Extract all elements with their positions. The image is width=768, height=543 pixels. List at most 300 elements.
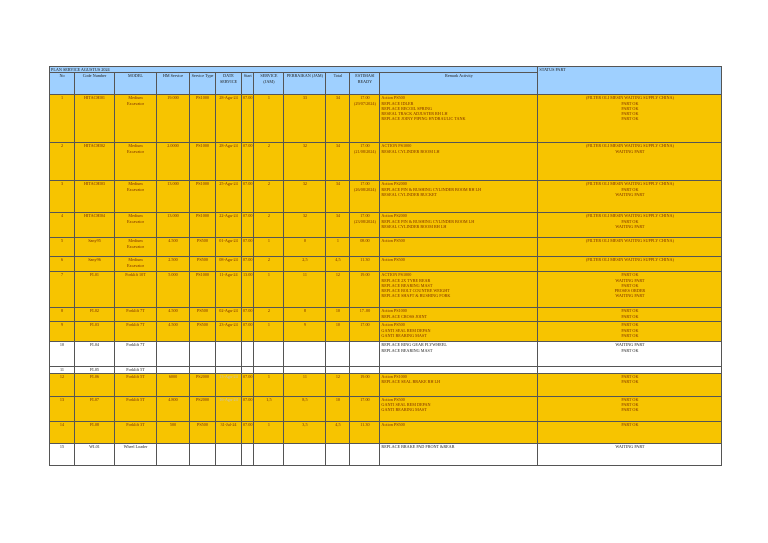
repair-hours: 8 — [284, 308, 326, 322]
model — [115, 308, 157, 322]
remark-activity — [380, 342, 538, 367]
hm-service: 2.500 — [157, 257, 190, 272]
model — [115, 257, 157, 272]
service-type: PS500 — [190, 257, 216, 272]
service-hours: 2 — [254, 308, 284, 322]
column-header: ESTIMASI READY — [350, 73, 380, 95]
model-line: Forklift 10T — [125, 272, 146, 278]
model — [115, 181, 157, 213]
total-hours: 10 — [326, 308, 350, 322]
model — [115, 213, 157, 238]
row-no: 14 — [50, 421, 75, 443]
repair-hours: 32 — [284, 143, 326, 181]
repair-hours: 9 — [284, 322, 326, 342]
service-hours: 1 — [254, 238, 284, 257]
model-line: Excavator — [127, 218, 144, 224]
table-row — [50, 443, 722, 465]
date-service: 28-Agu-24 — [216, 95, 242, 143]
service-plan-table — [49, 66, 722, 466]
remark-line: REPLACE SEAL BRAKE RH LH — [381, 378, 441, 384]
row-no: 10 — [50, 342, 75, 367]
remark-line: GANTI SEAL REM DEPAN — [381, 401, 431, 407]
service-type: PS500 — [190, 238, 216, 257]
remark-activity — [380, 308, 538, 322]
service-type: PS1000 — [190, 95, 216, 143]
repair-hours: 11 — [284, 272, 326, 308]
status-part — [538, 143, 722, 181]
status-part-header: STATUS PART — [538, 67, 722, 95]
column-header: Code Number — [75, 73, 115, 95]
model-line: Medium — [128, 143, 143, 149]
status-line: (FILTER OLI MESIN WAITING SUPPLY CHINA) — [585, 257, 674, 263]
repair-hours: 32 — [284, 213, 326, 238]
service-type: PS500 — [190, 322, 216, 342]
remark-line: REPLACE BOLT COUNTRE WEIGHT — [381, 288, 450, 293]
service-hours: 2 — [254, 143, 284, 181]
estimate-line: 17..00 — [359, 308, 371, 314]
model-line: Forklift 5T — [126, 367, 145, 373]
remark-activity — [380, 257, 538, 272]
service-hours — [254, 443, 284, 465]
remark-line: RESEAL TRACK ADJUSTER RH LH — [381, 111, 448, 116]
model-line: Medium — [128, 181, 143, 187]
code-number: FL08 — [75, 421, 115, 443]
estimated-ready — [350, 342, 380, 367]
start-time — [242, 443, 254, 465]
code-number: FL07 — [75, 396, 115, 421]
remark-activity — [380, 322, 538, 342]
remark-activity — [380, 95, 538, 143]
row-no: 9 — [50, 322, 75, 342]
model-line: Excavator — [127, 148, 144, 154]
status-part — [538, 322, 722, 342]
remark-activity — [380, 143, 538, 181]
remark-line: Action PS500 — [381, 257, 405, 263]
remark-activity — [380, 421, 538, 443]
service-type: PS1000 — [190, 213, 216, 238]
start-time — [242, 342, 254, 367]
total-hours: 34 — [326, 143, 350, 181]
estimate-line: 19.00 — [360, 373, 370, 379]
model-line: Forklift 7T — [126, 342, 145, 348]
start-time: 07.00 — [242, 373, 254, 396]
remark-line: Action PS500 — [381, 396, 405, 402]
code-number: Sany96 — [75, 257, 115, 272]
service-type: PS2000 — [190, 373, 216, 396]
model-line: Forklift 7T — [126, 308, 145, 314]
row-no: 7 — [50, 272, 75, 308]
status-line: PART OK — [621, 421, 639, 427]
code-number: FL02 — [75, 308, 115, 322]
column-header: HM Service — [157, 73, 190, 95]
status-line: PART OK — [621, 272, 639, 278]
code-number: FL04 — [75, 342, 115, 367]
model-line: Forklift 5T — [126, 373, 145, 379]
remark-line: GANTI BEARING MAST — [381, 332, 427, 338]
service-type — [190, 342, 216, 367]
status-part — [538, 213, 722, 238]
estimate-line: 17.00 — [360, 213, 370, 219]
repair-hours: 3,5 — [284, 421, 326, 443]
status-line: WAITING PART — [615, 148, 645, 154]
model — [115, 373, 157, 396]
date-service: 31-Jul-24 — [216, 421, 242, 443]
date-service: 01-Agu-24 — [216, 238, 242, 257]
model — [115, 322, 157, 342]
remark-line: REPLACE RING GEAR FLYWHEEL — [381, 342, 447, 348]
estimate-line: 17.00 — [360, 95, 370, 101]
remark-line: REPLACE PIN & BUSHING CYLINDER BOOM RH LH — [381, 186, 482, 192]
hm-service: 5.000 — [157, 272, 190, 308]
column-header: SERVICE (JAM) — [254, 73, 284, 95]
remark-line: REPLACE RECOIL SPRING — [381, 105, 432, 111]
status-line: WAITING PART — [615, 191, 645, 197]
estimate-line: 17.00 — [360, 143, 370, 149]
model — [115, 238, 157, 257]
service-type: PS500 — [190, 308, 216, 322]
hm-service: 13.000 — [157, 181, 190, 213]
remark-activity — [380, 181, 538, 213]
row-no: 15 — [50, 443, 75, 465]
table-row — [50, 308, 722, 322]
date-service: 08-Agu-24 — [216, 257, 242, 272]
status-part — [538, 443, 722, 465]
column-header: DATE SERVICE — [216, 73, 242, 95]
total-hours — [326, 342, 350, 367]
total-hours — [326, 443, 350, 465]
service-hours: 2 — [254, 213, 284, 238]
estimated-ready — [350, 181, 380, 213]
code-number: Sany95 — [75, 238, 115, 257]
start-time: 07.00 — [242, 143, 254, 181]
remark-line: ACTION PS1000 — [381, 272, 412, 278]
date-service — [216, 443, 242, 465]
status-line: (FILTER OLI MESIN WAITING SUPPLY CHINA) — [585, 95, 674, 101]
estimate-line: (21/08/2024) — [353, 148, 376, 154]
total-hours: 12 — [326, 272, 350, 308]
remark-activity — [380, 238, 538, 257]
column-header: Remark Activity — [380, 73, 538, 95]
status-line: PART OK — [621, 332, 639, 338]
service-type: PS1000 — [190, 272, 216, 308]
status-line: PART OK — [621, 308, 639, 314]
service-type: PS2000 — [190, 396, 216, 421]
sheet-title: PLAN SERVICE AGUSTUS 2024 — [50, 67, 538, 73]
model — [115, 396, 157, 421]
total-hours: 1 — [326, 238, 350, 257]
status-part — [538, 257, 722, 272]
estimated-ready — [350, 308, 380, 322]
table-row — [50, 421, 722, 443]
start-time: 07.00 — [242, 308, 254, 322]
row-no: 6 — [50, 257, 75, 272]
code-number: FL01 — [75, 272, 115, 308]
remark-line: REPLACE BRAKE PAD FRONT &REAR — [381, 443, 455, 449]
service-hours — [254, 342, 284, 367]
model — [115, 95, 157, 143]
status-part — [538, 421, 722, 443]
estimate-line: 19.00 — [360, 272, 370, 278]
hm-service: 500 — [157, 421, 190, 443]
row-no: 11 — [50, 367, 75, 373]
date-service: 28-Agu-24 — [216, 143, 242, 181]
total-hours: 34 — [326, 95, 350, 143]
start-time: 07.00 — [242, 181, 254, 213]
table-row — [50, 143, 722, 181]
total-hours: 4,5 — [326, 421, 350, 443]
hm-service — [157, 443, 190, 465]
status-line: PART OK — [621, 282, 639, 288]
status-line: PART OK — [621, 116, 639, 122]
hm-service: 4.500 — [157, 238, 190, 257]
service-hours: 2 — [254, 257, 284, 272]
code-number: WL01 — [75, 443, 115, 465]
table-row — [50, 257, 722, 272]
remark-line: REPLACE BEARING MAST — [381, 282, 433, 288]
start-time: 07.00 — [242, 257, 254, 272]
remark-line: Action PS500 — [381, 322, 405, 328]
status-line: WAITING PART — [615, 277, 645, 283]
service-hours: 1 — [254, 373, 284, 396]
repair-hours: 11 — [284, 373, 326, 396]
date-service — [216, 342, 242, 367]
service-hours: 1 — [254, 272, 284, 308]
start-time: 07.00 — [242, 95, 254, 143]
remark-line: Action PS1000 — [381, 373, 407, 379]
status-line: PART OK — [621, 401, 639, 407]
code-number: HITACHI01 — [75, 95, 115, 143]
total-hours: 4,5 — [326, 257, 350, 272]
status-part — [538, 272, 722, 308]
status-line: PART OK — [621, 186, 639, 192]
status-line: (FILTER OLI MESIN WAITING SUPPLY CHINA) — [585, 143, 674, 149]
status-line: PART OK — [621, 378, 639, 384]
model — [115, 143, 157, 181]
remark-activity — [380, 443, 538, 465]
hm-service: 4.500 — [157, 322, 190, 342]
total-hours: 10 — [326, 396, 350, 421]
estimate-line: (29/07/2024) — [353, 100, 376, 106]
code-number: HITACHI04 — [75, 213, 115, 238]
estimated-ready — [350, 238, 380, 257]
remark-activity — [380, 213, 538, 238]
estimate-line: 11.30 — [360, 257, 370, 263]
status-line: (FILTER OLI MESIN WAITING SUPPLY CHINA) — [585, 181, 674, 187]
column-header: Start — [242, 73, 254, 95]
hm-service: 2.0000 — [157, 143, 190, 181]
column-header: No — [50, 73, 75, 95]
remark-line: REPLACE JOINY PIPING HYDRAULIC TANK — [381, 116, 466, 122]
status-part — [538, 238, 722, 257]
hm-service: 19.000 — [157, 95, 190, 143]
remark-line: REPLACE PIN & BUSHING CYLINDER BOOM LH — [381, 218, 475, 224]
service-type: PS1000 — [190, 181, 216, 213]
model-line: Forklift 5T — [126, 396, 145, 402]
status-line: PART OK — [621, 373, 639, 379]
estimated-ready — [350, 373, 380, 396]
model-line: Medium — [128, 257, 143, 263]
table-row — [50, 95, 722, 143]
code-number: FL05 — [75, 367, 115, 373]
remark-line: RESEAL CYLINDER BOOM RH LH — [381, 223, 447, 229]
remark-line: REPLACE IDLER — [381, 100, 414, 106]
total-hours: 34 — [326, 181, 350, 213]
table-row — [50, 342, 722, 367]
model-line: Excavator — [127, 186, 144, 192]
code-number: FL03 — [75, 322, 115, 342]
table-row — [50, 322, 722, 342]
code-number: FL06 — [75, 373, 115, 396]
status-part — [538, 308, 722, 322]
column-header: Total — [326, 73, 350, 95]
repair-hours: 8,5 — [284, 396, 326, 421]
start-time: 07.00 — [242, 322, 254, 342]
service-hours: 1 — [254, 322, 284, 342]
remark-line: REPLACE SHAFT & BUSHING FORK — [381, 293, 451, 299]
model — [115, 421, 157, 443]
remark-line: Action PS500 — [381, 421, 405, 427]
estimated-ready — [350, 443, 380, 465]
repair-hours: 2,5 — [284, 257, 326, 272]
estimated-ready — [350, 396, 380, 421]
status-line: PART OK — [621, 407, 639, 412]
model-line: Medium — [128, 238, 143, 244]
hm-service: 6000 — [157, 373, 190, 396]
estimate-line: 17.00 — [360, 396, 370, 402]
remark-line: GANTI BEARING MAST — [381, 407, 427, 412]
model-line: Excavator — [127, 100, 144, 106]
status-line: WAITING PART — [615, 223, 645, 229]
table-row — [50, 272, 722, 308]
status-line: PART OK — [621, 105, 639, 111]
service-type — [190, 443, 216, 465]
start-time: 07.00 — [242, 213, 254, 238]
remark-line: REPLACE 2X TYRE REAR — [381, 277, 431, 283]
row-no: 13 — [50, 396, 75, 421]
estimate-line: 17.00 — [360, 181, 370, 187]
date-service: 22-Agu-24 — [216, 213, 242, 238]
model — [115, 443, 157, 465]
remark-line: Action PS2000 — [381, 213, 407, 219]
date-service: 25-Agu-24 — [216, 181, 242, 213]
status-line: (FILTER OLI MESIN WAITING SUPPLY CHINA) — [585, 238, 674, 244]
model-line: Forklift 3T — [126, 421, 145, 427]
service-hours: 1 — [254, 421, 284, 443]
status-part — [538, 181, 722, 213]
status-line: WAITING PART — [615, 342, 645, 348]
total-hours: 10 — [326, 322, 350, 342]
model — [115, 272, 157, 308]
estimate-line: (26/08/2024) — [353, 186, 376, 192]
row-no: 12 — [50, 373, 75, 396]
estimated-ready — [350, 95, 380, 143]
date-service: 13-Agu-24 — [216, 373, 242, 396]
estimated-ready — [350, 421, 380, 443]
status-line: PART OK — [621, 322, 639, 328]
estimated-ready — [350, 143, 380, 181]
start-time: 13.00 — [242, 272, 254, 308]
table-row — [50, 213, 722, 238]
remark-line: GANTI SEAL REM DEPAN — [381, 327, 431, 333]
estimate-line: 11.30 — [360, 421, 370, 427]
row-no: 4 — [50, 213, 75, 238]
repair-hours — [284, 443, 326, 465]
model — [115, 342, 157, 367]
status-line: (FILTER OLI MESIN WAITING SUPPLY CHINA) — [585, 213, 674, 219]
service-hours: 1,5 — [254, 396, 284, 421]
status-line: PART OK — [621, 111, 639, 116]
date-service: 11-Agu-24 — [216, 272, 242, 308]
remark-line: Action PS1000 — [381, 308, 407, 314]
status-line: PART OK — [621, 100, 639, 106]
row-no: 2 — [50, 143, 75, 181]
date-service: 16-Agu-24 — [216, 396, 242, 421]
column-header: PERBAIKAN (JAM) — [284, 73, 326, 95]
status-line: PART OK — [621, 313, 639, 319]
remark-line: REPLACE CROSS JOINT — [381, 313, 428, 319]
hm-service: 13.000 — [157, 213, 190, 238]
service-hours: 1 — [254, 95, 284, 143]
estimated-ready — [350, 213, 380, 238]
code-number: HITACHI02 — [75, 143, 115, 181]
remark-line: RESEAL CYLINDER BOOM LH — [381, 148, 440, 154]
remark-line: Action PS2000 — [381, 181, 407, 187]
remark-line: RESEAL CYLINDER BUCKET — [381, 191, 438, 197]
status-line: PART OK — [621, 347, 639, 353]
repair-hours: 32 — [284, 181, 326, 213]
remark-line: REPLACE BEARING MAST — [381, 347, 433, 353]
table-row — [50, 396, 722, 421]
status-line: PROSES ORDER — [614, 288, 646, 293]
table-row — [50, 181, 722, 213]
status-part — [538, 373, 722, 396]
estimate-line: (23/08/2024) — [353, 218, 376, 224]
status-part — [538, 95, 722, 143]
total-hours: 34 — [326, 213, 350, 238]
status-line: PART OK — [621, 327, 639, 333]
hm-service — [157, 342, 190, 367]
date-service: 02-Agu-24 — [216, 308, 242, 322]
hm-service: 4.800 — [157, 396, 190, 421]
remark-activity — [380, 396, 538, 421]
model-line: Excavator — [127, 243, 144, 249]
row-no: 3 — [50, 181, 75, 213]
hm-service: 4.500 — [157, 308, 190, 322]
row-no: 5 — [50, 238, 75, 257]
remark-activity — [380, 373, 538, 396]
model-line: Medium — [128, 213, 143, 219]
model-line: Excavator — [127, 262, 144, 268]
remark-activity — [380, 272, 538, 308]
model-line: Forklift 7T — [126, 322, 145, 328]
repair-hours: 0 — [284, 238, 326, 257]
date-service: 23-Agu-24 — [216, 322, 242, 342]
status-line: WAITING PART — [615, 293, 645, 299]
service-type: PS500 — [190, 421, 216, 443]
row-no: 8 — [50, 308, 75, 322]
remark-line: ACTION PS1000 — [381, 143, 412, 149]
start-time: 07.00 — [242, 421, 254, 443]
model-line: Wheel Loader — [123, 443, 148, 449]
remark-line: Action PS500 — [381, 238, 405, 244]
repair-hours: 33 — [284, 95, 326, 143]
estimated-ready — [350, 272, 380, 308]
status-line: WAITING PART — [615, 443, 645, 449]
column-header: MODEL — [115, 73, 157, 95]
service-hours: 2 — [254, 181, 284, 213]
estimate-line: 17.00 — [360, 322, 370, 328]
service-type: PS1000 — [190, 143, 216, 181]
